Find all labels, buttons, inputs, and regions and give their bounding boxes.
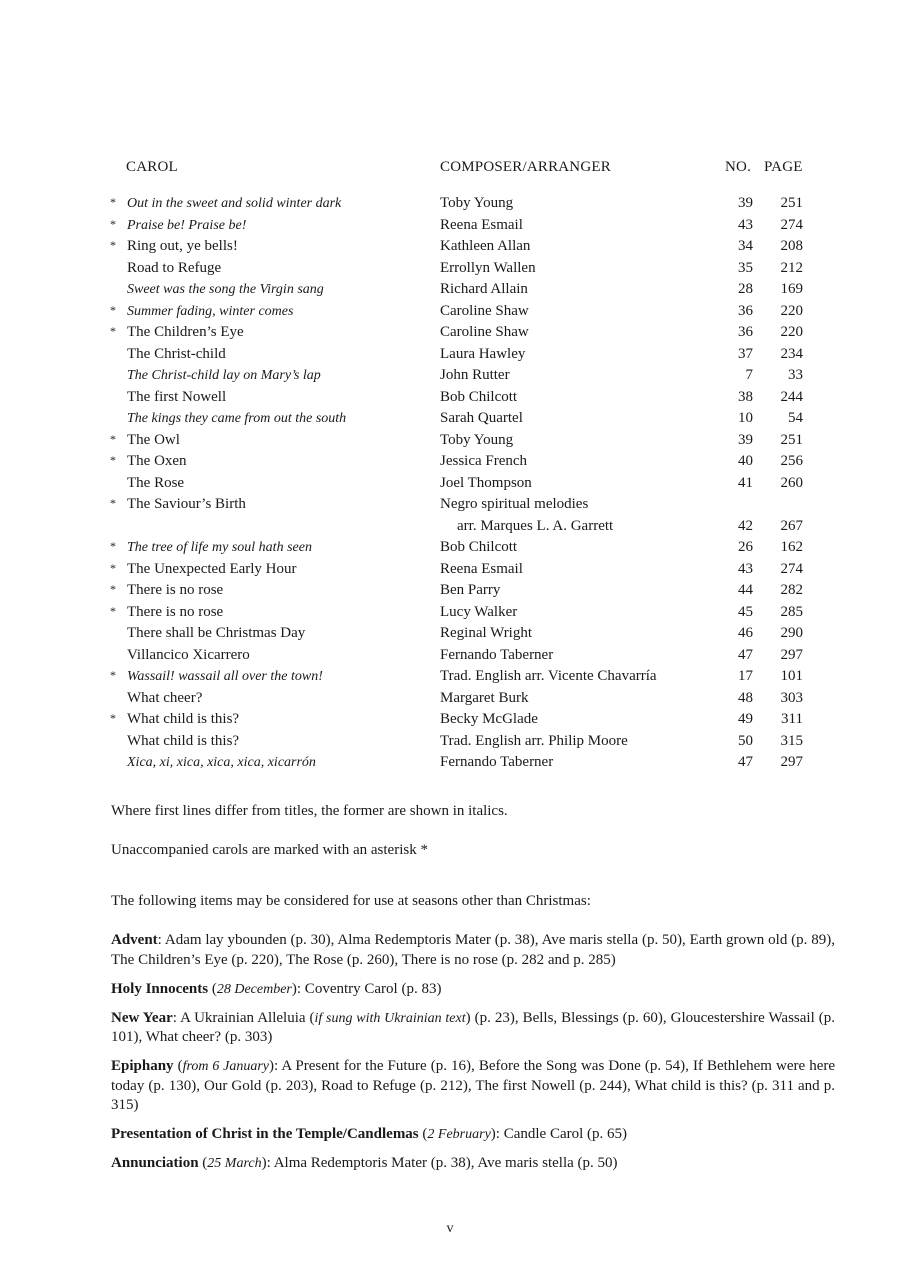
carol-title: What child is this? bbox=[127, 711, 240, 727]
carol-page: 251 bbox=[780, 431, 803, 448]
carol-composer: Becky McGlade bbox=[440, 711, 538, 727]
header-carol: CAROL bbox=[126, 159, 178, 175]
carol-composer: Trad. English arr. Vicente Chavarría bbox=[440, 668, 657, 684]
carol-composer: Reena Esmail bbox=[440, 560, 523, 577]
seasons-list bbox=[111, 931, 835, 1183]
season-items: : Candle Carol (p. 65) bbox=[495, 1126, 628, 1142]
season-entry: Epiphany (from 6 January): A Present for the Future (p. 16), Before the Song was Done (p. 54), If Bethlehem were here today (p. 130), Our Gold (p. 203), Road to Refuge (p. 212), The first Nowell (p. 244), What child is this? (p. 311 and p. 315) bbox=[111, 1058, 835, 1113]
carol-title: There is no rose bbox=[127, 603, 224, 620]
carol-number: 26 bbox=[738, 539, 753, 555]
carol-composer: Jessica French bbox=[440, 453, 528, 469]
carol-row bbox=[0, 408, 900, 430]
carol-page: 282 bbox=[780, 582, 803, 598]
carol-number: 36 bbox=[738, 302, 753, 319]
asterisk-mark: * bbox=[110, 603, 116, 618]
carol-title: Villancico Xicarrero bbox=[127, 646, 250, 663]
carol-number: 37 bbox=[738, 345, 753, 362]
carol-page: 297 bbox=[780, 646, 803, 663]
carol-composer: John Rutter bbox=[440, 367, 510, 383]
carol-page: 303 bbox=[780, 689, 803, 706]
carol-composer: Caroline Shaw bbox=[440, 324, 529, 340]
carol-number: 48 bbox=[738, 689, 753, 706]
season-items: : A Present for the Future (p. 16), Before the Song was Done (p. 54), If Bethlehem were here today (p. 130), Our Gold (p. 203), Road to Refuge (p. 212), The first Nowell (p. 244), What child is this? (p. 311 and p. 315) bbox=[111, 1058, 835, 1113]
carol-number: 28 bbox=[738, 281, 753, 297]
carol-row bbox=[0, 537, 900, 559]
carol-row bbox=[0, 709, 900, 731]
carol-title: There is no rose bbox=[127, 582, 224, 598]
carol-page: 33 bbox=[788, 367, 803, 383]
carol-row bbox=[0, 279, 900, 301]
carol-page: 169 bbox=[780, 281, 803, 297]
carol-number: 39 bbox=[738, 195, 753, 211]
header-page: PAGE bbox=[764, 159, 803, 175]
season-note: if sung with Ukrainian text bbox=[314, 1010, 466, 1026]
carol-title: There shall be Christmas Day bbox=[127, 625, 306, 641]
carol-title: The Christ-child bbox=[127, 345, 226, 362]
carol-row bbox=[0, 258, 900, 280]
season-date: 25 March bbox=[207, 1156, 262, 1171]
carol-composer: Errollyn Wallen bbox=[440, 259, 536, 276]
carol-number: 40 bbox=[738, 453, 753, 469]
carol-row bbox=[0, 666, 900, 688]
carol-composer: Joel Thompson bbox=[440, 474, 532, 491]
season-items: : A Ukrainian Alleluia ( bbox=[172, 1009, 315, 1026]
carol-page: 220 bbox=[780, 302, 803, 319]
carol-composer: Lucy Walker bbox=[440, 603, 518, 620]
carol-title: The Saviour’s Birth bbox=[127, 496, 246, 512]
carol-title: The kings they came from out the south bbox=[127, 411, 347, 426]
carol-row bbox=[0, 344, 900, 366]
carol-row bbox=[0, 322, 900, 344]
carol-title: Praise be! Praise be! bbox=[127, 217, 247, 233]
carol-page: 244 bbox=[780, 388, 803, 405]
carol-composer: Toby Young bbox=[440, 195, 514, 211]
carol-number: 47 bbox=[738, 754, 753, 770]
carol-title: What cheer? bbox=[127, 689, 203, 706]
carol-composer: Margaret Burk bbox=[440, 689, 529, 706]
asterisk-mark: * bbox=[110, 453, 116, 467]
season-items: : Alma Redemptoris Mater (p. 38), Ave maris stella (p. 50) bbox=[266, 1155, 618, 1171]
asterisk-mark: * bbox=[110, 195, 116, 209]
asterisk-mark: * bbox=[110, 711, 116, 725]
carol-title: The Children’s Eye bbox=[127, 324, 244, 340]
carol-number: 38 bbox=[738, 388, 753, 405]
unaccompanied-note: Unaccompanied carols are marked with an asterisk * bbox=[111, 842, 428, 858]
carol-number: 50 bbox=[738, 732, 753, 749]
asterisk-mark: * bbox=[110, 539, 116, 553]
carol-number: 17 bbox=[738, 668, 753, 684]
carol-title: Road to Refuge bbox=[127, 259, 222, 276]
asterisk-mark: * bbox=[110, 431, 116, 446]
carol-row bbox=[0, 494, 900, 516]
season-name: New Year bbox=[111, 1009, 173, 1026]
asterisk-mark: * bbox=[110, 302, 116, 317]
carol-title: The tree of life my soul hath seen bbox=[127, 540, 312, 555]
carol-page: 274 bbox=[780, 560, 803, 577]
carol-title: Out in the sweet and solid winter dark bbox=[127, 196, 342, 211]
carol-number: 46 bbox=[738, 625, 753, 641]
carol-row bbox=[0, 602, 900, 624]
asterisk-mark: * bbox=[110, 582, 116, 596]
carol-page: 101 bbox=[780, 668, 803, 684]
carol-row bbox=[0, 301, 900, 323]
carol-title: The Oxen bbox=[127, 453, 187, 469]
carol-page: 290 bbox=[780, 625, 803, 641]
carol-row bbox=[0, 236, 900, 258]
carol-composer: Reena Esmail bbox=[440, 216, 523, 233]
carol-number: 7 bbox=[745, 367, 753, 383]
italics-note: Where first lines differ from titles, the former are shown in italics. bbox=[111, 803, 508, 819]
carol-number: 43 bbox=[738, 560, 753, 577]
carol-number: 35 bbox=[738, 259, 753, 276]
carol-page: 315 bbox=[780, 732, 803, 749]
carol-number: 49 bbox=[738, 711, 753, 727]
carol-title: The Owl bbox=[127, 431, 180, 448]
season-name: Annunciation bbox=[111, 1155, 199, 1171]
carol-row bbox=[0, 731, 900, 753]
carol-number: 47 bbox=[738, 646, 753, 663]
carol-number: 10 bbox=[738, 410, 753, 426]
carol-title: Sweet was the song the Virgin sang bbox=[127, 282, 324, 297]
carol-number: 41 bbox=[738, 474, 753, 491]
carol-composer: Bob Chilcott bbox=[440, 388, 518, 405]
asterisk-mark: * bbox=[110, 668, 116, 682]
season-entry: Annunciation (25 March): Alma Redemptoris Mater (p. 38), Ave maris stella (p. 50) bbox=[111, 1155, 618, 1171]
carol-row bbox=[0, 430, 900, 452]
carol-row bbox=[0, 193, 900, 215]
carol-row bbox=[0, 623, 900, 645]
carol-composer: Richard Allain bbox=[440, 281, 528, 297]
carol-composer: Trad. English arr. Philip Moore bbox=[440, 732, 628, 749]
carol-composer: Negro spiritual melodies bbox=[440, 496, 589, 512]
asterisk-mark: * bbox=[110, 560, 116, 575]
asterisk-mark: * bbox=[110, 216, 116, 231]
carol-title: The Unexpected Early Hour bbox=[127, 560, 297, 577]
carol-title: What child is this? bbox=[127, 732, 240, 749]
carol-composer: Reginal Wright bbox=[440, 625, 533, 641]
carol-row bbox=[0, 215, 900, 237]
carol-number: 34 bbox=[738, 238, 753, 254]
carol-row bbox=[0, 645, 900, 667]
asterisk-mark: * bbox=[110, 324, 116, 338]
carol-title: Ring out, ye bells! bbox=[127, 238, 238, 254]
carol-row bbox=[0, 451, 900, 473]
carol-number: 43 bbox=[738, 216, 753, 233]
season-items: ) (p. 23), Bells, Blessings (p. 60), Gloucestershire Wassail (p. 101), What cheer? (p. 303) bbox=[111, 1009, 835, 1045]
carol-row bbox=[0, 688, 900, 710]
season-name: Advent bbox=[111, 932, 158, 948]
carol-title: The Christ-child lay on Mary’s lap bbox=[127, 368, 321, 383]
carol-row bbox=[0, 473, 900, 495]
carol-page: 234 bbox=[780, 345, 803, 362]
carol-row bbox=[0, 580, 900, 602]
carol-composer: Fernando Taberner bbox=[440, 646, 554, 663]
season-date: 2 February bbox=[427, 1127, 491, 1142]
carol-composer: Kathleen Allan bbox=[440, 238, 531, 254]
carol-page: 162 bbox=[780, 539, 803, 555]
carol-page: 267 bbox=[780, 517, 803, 534]
season-entry: Presentation of Christ in the Temple/Candlemas (2 February): Candle Carol (p. 65) bbox=[111, 1126, 628, 1142]
carol-number: 36 bbox=[738, 324, 753, 340]
carol-number: 44 bbox=[738, 582, 753, 598]
carol-row bbox=[0, 752, 900, 774]
carol-page: 260 bbox=[780, 474, 803, 491]
carol-composer: Toby Young bbox=[440, 431, 514, 448]
carol-composer: Bob Chilcott bbox=[440, 539, 518, 555]
carol-page: 311 bbox=[781, 711, 803, 727]
season-items: : Coventry Carol (p. 83) bbox=[296, 980, 442, 997]
header-composer: COMPOSER/ARRANGER bbox=[440, 159, 611, 175]
carol-list bbox=[0, 193, 900, 774]
header-no: NO. bbox=[725, 159, 752, 175]
carol-row bbox=[0, 559, 900, 581]
season-name: Holy Innocents bbox=[111, 980, 209, 997]
carol-row bbox=[0, 516, 900, 538]
carol-composer: arr. Marques L. A. Garrett bbox=[457, 517, 614, 534]
carol-title: Summer fading, winter comes bbox=[127, 303, 294, 319]
carol-composer: Sarah Quartel bbox=[440, 410, 523, 426]
carol-page: 220 bbox=[780, 324, 803, 340]
season-name: Presentation of Christ in the Temple/Candlemas bbox=[111, 1126, 419, 1142]
season-date: from 6 January bbox=[182, 1059, 269, 1074]
carol-composer: Ben Parry bbox=[440, 582, 501, 598]
carol-page: 251 bbox=[780, 195, 803, 211]
carol-page: 212 bbox=[780, 259, 803, 276]
carol-title: The Rose bbox=[127, 474, 185, 491]
season-entry: Holy Innocents (28 December): Coventry Carol (p. 83) bbox=[111, 980, 442, 997]
carol-title: Wassail! wassail all over the town! bbox=[127, 669, 323, 684]
carol-composer: Fernando Taberner bbox=[440, 754, 554, 770]
asterisk-mark: * bbox=[110, 238, 116, 252]
carol-number: 39 bbox=[738, 431, 753, 448]
carol-page: 274 bbox=[780, 216, 803, 233]
carol-row bbox=[0, 365, 900, 387]
page-number: v bbox=[446, 1221, 454, 1236]
carol-page: 285 bbox=[780, 603, 803, 620]
season-date: 28 December bbox=[216, 981, 292, 997]
season-name: Epiphany bbox=[111, 1058, 174, 1074]
carol-page: 297 bbox=[780, 754, 803, 770]
season-entry bbox=[111, 931, 835, 970]
carol-row bbox=[0, 387, 900, 409]
carol-title: The first Nowell bbox=[127, 388, 227, 405]
season-entry bbox=[111, 1009, 835, 1048]
carol-page: 256 bbox=[780, 453, 803, 469]
carol-composer: Caroline Shaw bbox=[440, 302, 529, 319]
carol-composer: Laura Hawley bbox=[440, 345, 526, 362]
season-items: : Adam lay ybounden (p. 30), Alma Redemptoris Mater (p. 38), Ave maris stella (p. 50), Earth grown old (p. 89), The Children’s Eye (p. 220), The Rose (p. 260), There is no rose (p. 282 and p. 285) bbox=[111, 932, 835, 968]
carol-number: 45 bbox=[738, 603, 753, 620]
seasons-intro: The following items may be considered for use at seasons other than Christmas: bbox=[111, 893, 591, 909]
carol-page: 208 bbox=[780, 238, 803, 254]
carol-number: 42 bbox=[738, 517, 753, 534]
carol-title: Xica, xi, xica, xica, xica, xicarrón bbox=[127, 755, 316, 770]
carol-page: 54 bbox=[788, 410, 803, 426]
asterisk-mark: * bbox=[110, 496, 116, 510]
